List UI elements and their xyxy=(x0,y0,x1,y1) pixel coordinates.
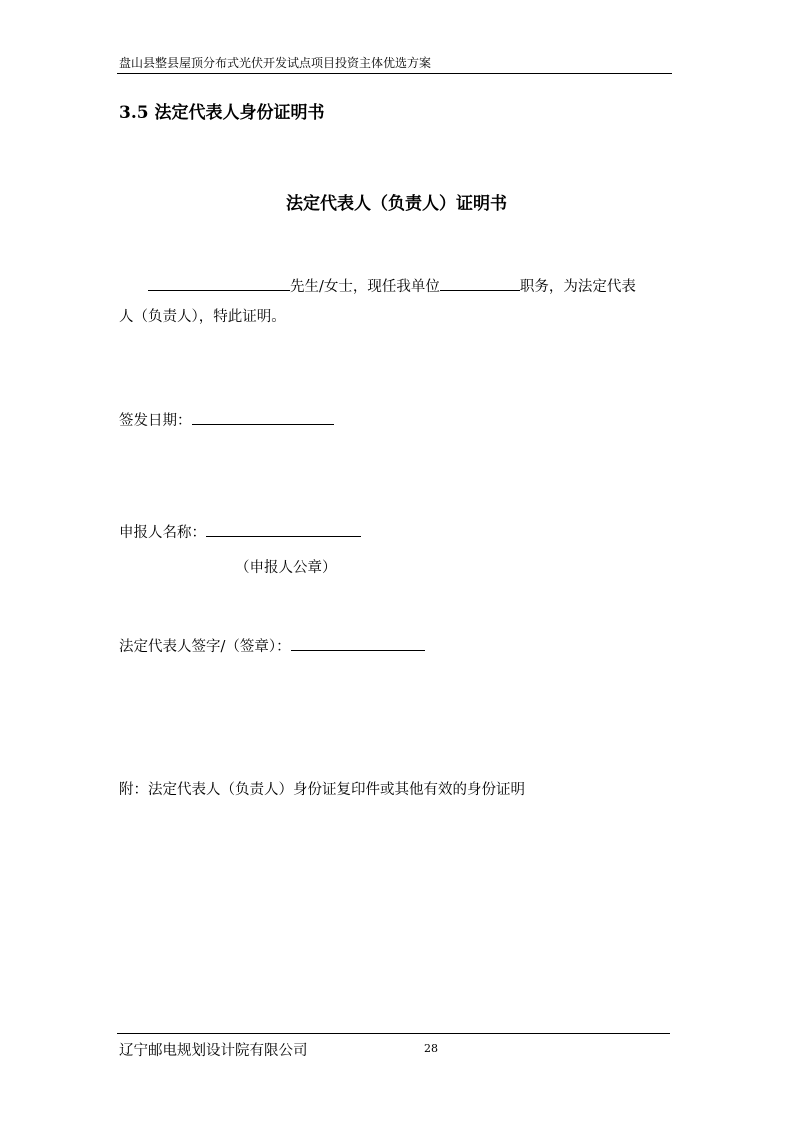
paragraph-text-part-1: 先生/女士，现任我单位 xyxy=(290,279,440,295)
issue-date-label: 签发日期： xyxy=(119,413,192,429)
signature-row xyxy=(119,635,425,656)
footer-divider xyxy=(117,1033,670,1034)
name-blank-field[interactable] xyxy=(148,275,290,291)
applicant-seal-note: （申报人公章） xyxy=(235,560,337,576)
section-heading: 3.5 法定代表人身份证明书 xyxy=(119,103,325,123)
applicant-name-blank-field[interactable] xyxy=(206,521,361,537)
applicant-name-label: 申报人名称： xyxy=(119,525,206,541)
attachment-note: 附：法定代表人（负责人）身份证复印件或其他有效的身份证明 xyxy=(119,782,525,798)
position-blank-field[interactable] xyxy=(440,275,520,291)
signature-blank-field[interactable] xyxy=(291,635,425,651)
applicant-name-row xyxy=(119,521,361,542)
page-number: 28 xyxy=(424,1042,438,1055)
header-divider xyxy=(117,73,672,74)
certification-paragraph-line-2: 人（负责人），特此证明。 xyxy=(119,309,286,325)
page-header-title: 盘山县整县屋顶分布式光伏开发试点项目投资主体优选方案 xyxy=(119,56,432,70)
document-title: 法定代表人（负责人）证明书 xyxy=(286,194,507,214)
signature-label: 法定代表人签字/（签章）： xyxy=(119,639,291,655)
paragraph-text-part-2: 职务，为法定代表 xyxy=(519,279,636,295)
footer-company-name: 辽宁邮电规划设计院有限公司 xyxy=(119,1043,308,1059)
issue-date-blank-field[interactable] xyxy=(192,409,334,425)
certification-paragraph-line-1 xyxy=(148,275,636,296)
issue-date-row xyxy=(119,409,334,430)
